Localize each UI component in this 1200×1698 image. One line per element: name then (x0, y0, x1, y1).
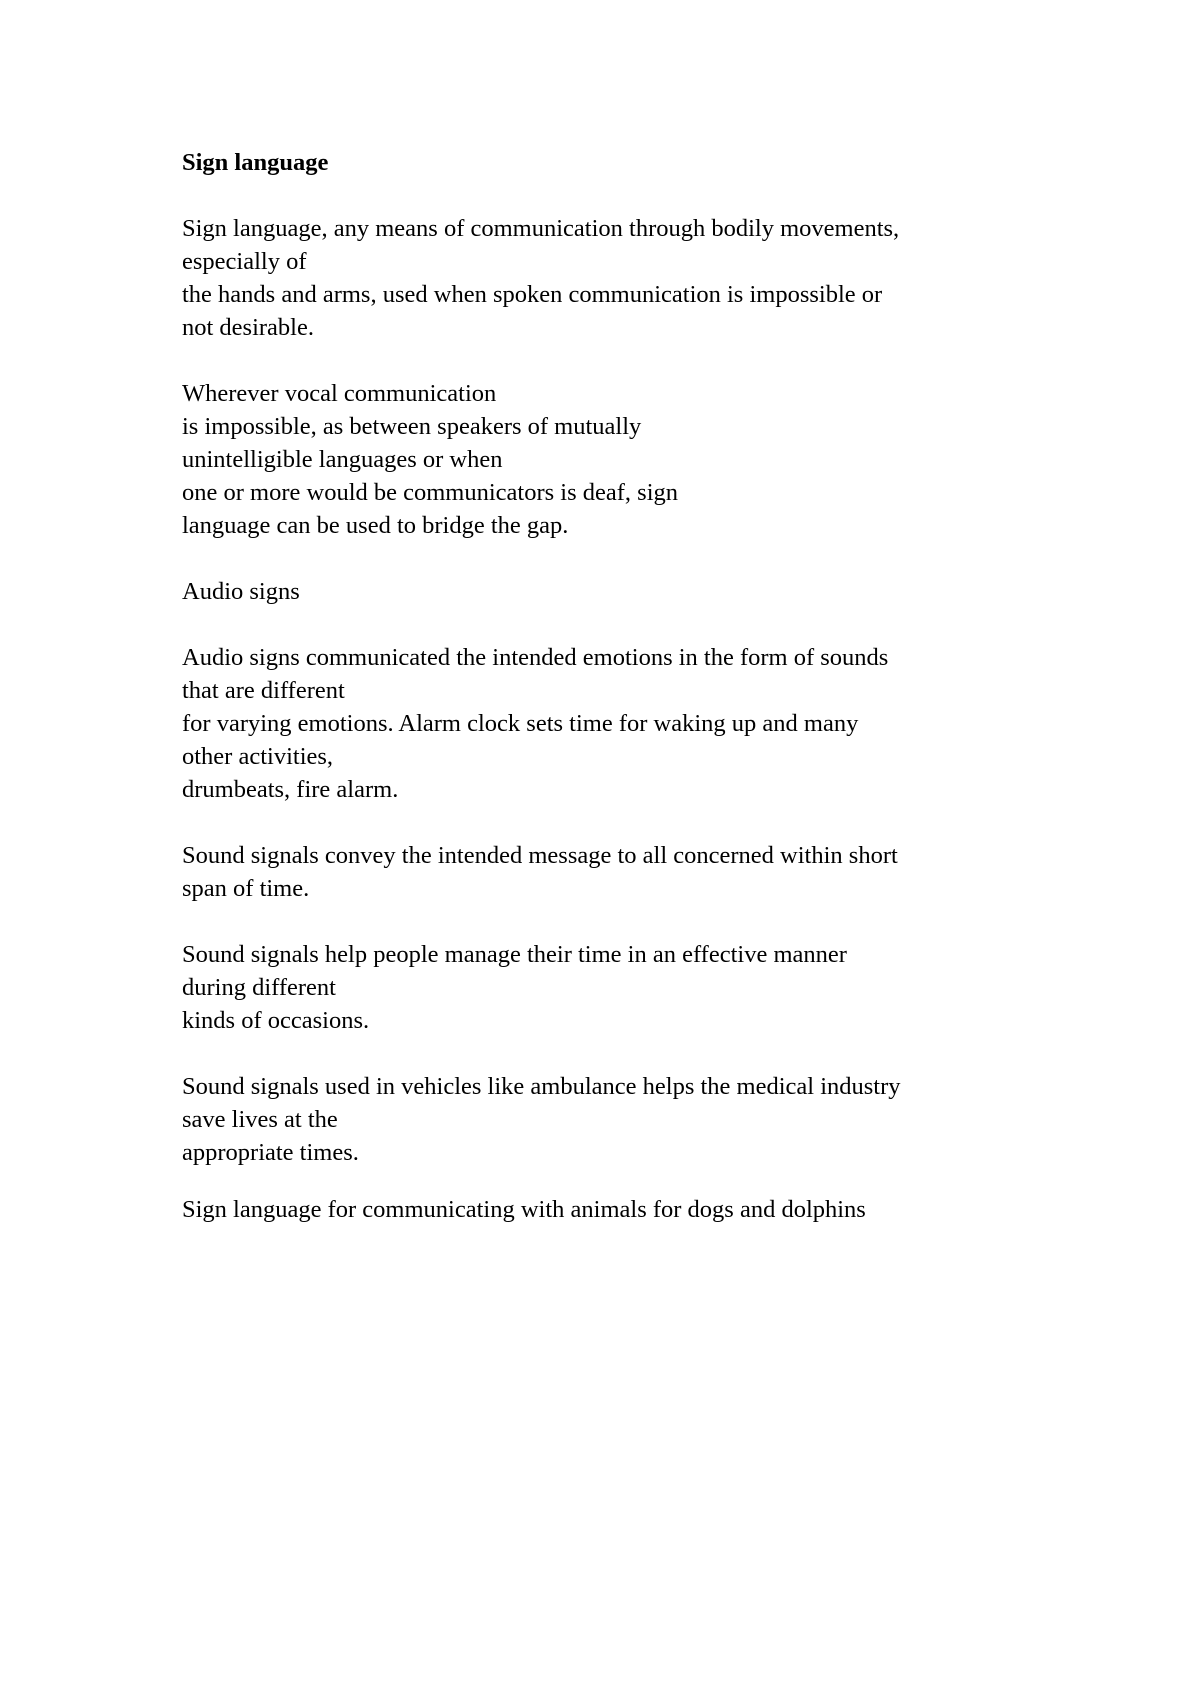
paragraph-sign-language-definition (182, 212, 1062, 344)
paragraph-sound-signals-convey (182, 839, 1062, 905)
text-line: Sound signals convey the intended message to all concerned within short (182, 842, 898, 869)
paragraph-audio-signs (182, 641, 1062, 806)
text-line: appropriate times. (182, 1139, 359, 1166)
document-body (182, 146, 1062, 1226)
text-line: Sign language for communicating with animals for dogs and dolphins (182, 1196, 866, 1223)
document-title: Sign language (182, 149, 329, 176)
spacer (182, 806, 1062, 839)
text-line: kinds of occasions. (182, 1007, 370, 1034)
text-line: span of time. (182, 875, 310, 902)
section-heading-audio-signs (182, 575, 1062, 608)
text-line: especially of (182, 248, 307, 275)
text-line: Wherever vocal communication (182, 380, 497, 407)
text-line: language can be used to bridge the gap. (182, 512, 569, 539)
text-line: during different (182, 974, 336, 1001)
text-line: that are different (182, 677, 345, 704)
spacer (182, 344, 1062, 377)
text-line: Audio signs (182, 578, 300, 605)
spacer (182, 542, 1062, 575)
spacer (182, 1037, 1062, 1070)
paragraph-animal-sign-language (182, 1193, 1062, 1226)
text-line: one or more would be communicators is deaf, sign (182, 479, 679, 506)
paragraph-vocal-communication (182, 377, 1062, 542)
text-line: for varying emotions. Alarm clock sets time for waking up and many (182, 710, 859, 737)
text-line: other activities, (182, 743, 334, 770)
text-line: is impossible, as between speakers of mutually (182, 413, 642, 440)
text-line: Sound signals used in vehicles like ambulance helps the medical industry (182, 1073, 901, 1100)
paragraph-sound-signals-time (182, 938, 1062, 1037)
text-line: save lives at the (182, 1106, 338, 1133)
text-line: unintelligible languages or when (182, 446, 503, 473)
text-line: Audio signs communicated the intended emotions in the form of sounds (182, 644, 889, 671)
text-line: drumbeats, fire alarm. (182, 776, 399, 803)
spacer (182, 1169, 1062, 1193)
text-line: Sound signals help people manage their time in an effective manner (182, 941, 847, 968)
text-line: Sign language, any means of communication through bodily movements, (182, 215, 900, 242)
spacer (182, 179, 1062, 212)
spacer (182, 905, 1062, 938)
paragraph-sound-signals-vehicles (182, 1070, 1062, 1169)
text-line: the hands and arms, used when spoken communication is impossible or (182, 281, 883, 308)
text-line: not desirable. (182, 314, 314, 341)
spacer (182, 608, 1062, 641)
